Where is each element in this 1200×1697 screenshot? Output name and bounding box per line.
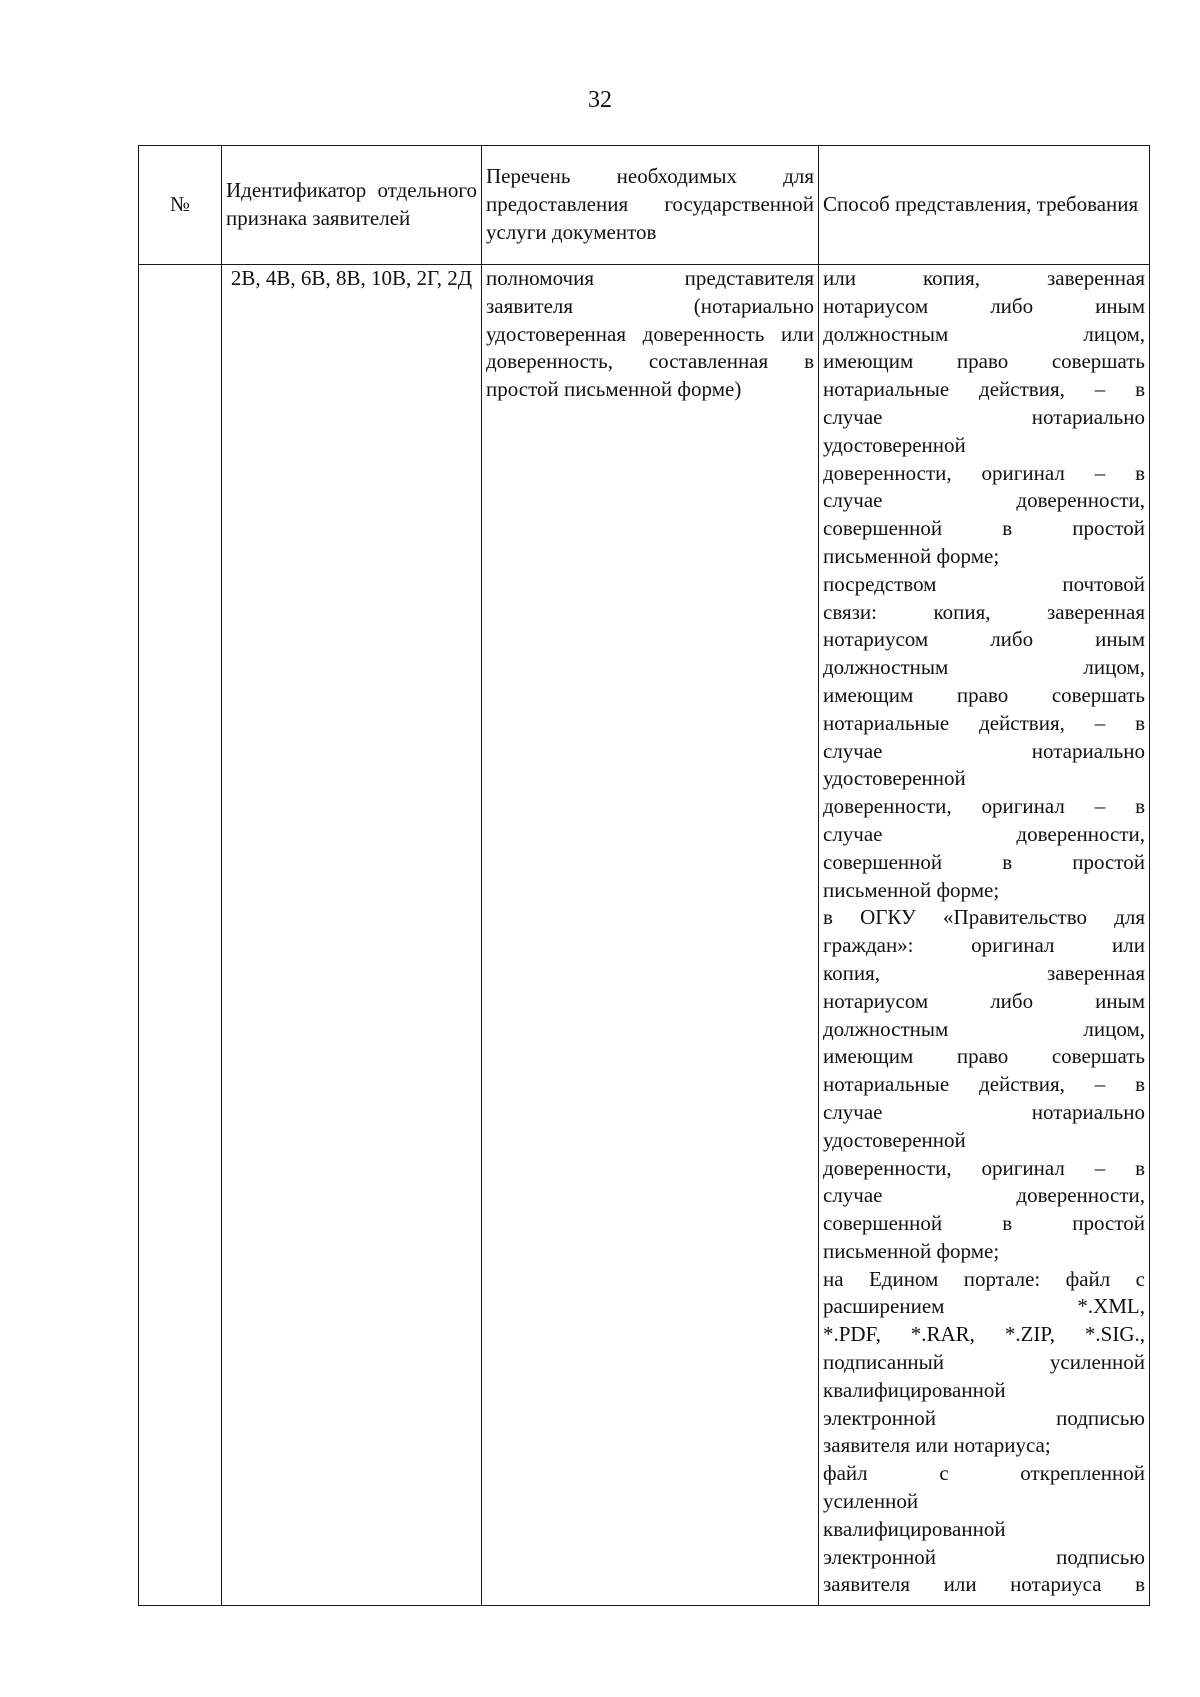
method-line: письменной форме; xyxy=(823,543,1000,568)
page-number: 32 xyxy=(588,87,612,113)
method-line: доверенности, оригинал – в xyxy=(823,794,1145,819)
method-line: электронной подписью xyxy=(823,1544,1145,1569)
method-line: заявителя или нотариуса; xyxy=(823,1433,1051,1458)
method-line: имеющим право совершать xyxy=(823,682,1145,707)
method-line: имеющим право совершать xyxy=(823,349,1145,374)
method-line: случае нотариально xyxy=(823,404,1145,429)
requirements-table xyxy=(138,145,1150,1606)
method-line: связи: копия, заверенная xyxy=(823,599,1145,624)
method-line: случае доверенности, xyxy=(823,488,1145,513)
header-identifier: Идентификатор отдельного признака заявителей xyxy=(222,146,482,265)
method-line: удостоверенной xyxy=(823,1127,966,1152)
header-documents: Перечень необходимых для предоставления государственной услуги документов xyxy=(482,146,819,265)
method-line: совершенной в простой xyxy=(823,849,1145,874)
method-line: *.PDF, *.RAR, *.ZIP, *.SIG., xyxy=(823,1322,1145,1347)
method-line: совершенной в простой xyxy=(823,1211,1145,1236)
method-line: усиленной xyxy=(823,1489,919,1514)
method-line: нотариальные действия, – в xyxy=(823,710,1145,735)
method-line: граждан»: оригинал или xyxy=(823,933,1145,958)
method-line: нотариальные действия, – в xyxy=(823,377,1145,402)
header-number: № xyxy=(139,146,222,265)
method-line: совершенной в простой xyxy=(823,516,1145,541)
header-method: Способ представления, требования xyxy=(819,146,1150,265)
method-line: случае нотариально xyxy=(823,1099,1145,1124)
method-line: копия, заверенная xyxy=(823,960,1145,985)
method-line: имеющим право совершать xyxy=(823,1044,1145,1069)
method-line: должностным лицом, xyxy=(823,1016,1145,1041)
method-line: квалифицированной xyxy=(823,1516,1006,1541)
method-line: удостоверенной xyxy=(823,766,966,791)
cell-number xyxy=(139,265,222,1606)
method-line: нотариусом либо иным xyxy=(823,988,1145,1013)
method-line: на Едином портале: файл с xyxy=(823,1266,1145,1291)
table-header-row xyxy=(139,146,1150,265)
cell-documents: полномочия представителя заявителя (нотариально удостоверенная доверенность или доверенность, составленная в простой письменной форме) xyxy=(482,265,819,1606)
method-line: случае доверенности, xyxy=(823,821,1145,846)
method-line: должностным лицом, xyxy=(823,655,1145,680)
method-line: письменной форме; xyxy=(823,1238,1000,1263)
method-line: расширением *.XML, xyxy=(823,1294,1145,1319)
cell-method xyxy=(819,265,1150,1606)
method-line: доверенности, оригинал – в xyxy=(823,1155,1145,1180)
method-line: подписанный усиленной xyxy=(823,1350,1145,1375)
method-line: посредством почтовой xyxy=(823,571,1145,596)
method-line: файл с открепленной xyxy=(823,1461,1145,1486)
method-line: случае нотариально xyxy=(823,738,1145,763)
method-line: или копия, заверенная xyxy=(823,266,1145,290)
method-line: нотариусом либо иным xyxy=(823,627,1145,652)
method-line: доверенности, оригинал – в xyxy=(823,460,1145,485)
method-line: должностным лицом, xyxy=(823,321,1145,346)
method-line: удостоверенной xyxy=(823,432,966,457)
method-line: нотариальные действия, – в xyxy=(823,1072,1145,1097)
method-line: нотариусом либо иным xyxy=(823,293,1145,318)
method-line: случае доверенности, xyxy=(823,1183,1145,1208)
cell-identifier: 2В, 4В, 6В, 8В, 10В, 2Г, 2Д xyxy=(222,265,482,1606)
method-line: электронной подписью xyxy=(823,1405,1145,1430)
method-line: письменной форме; xyxy=(823,877,1000,902)
method-line: в ОГКУ «Правительство для xyxy=(823,905,1145,930)
method-line: квалифицированной xyxy=(823,1377,1006,1402)
table-row xyxy=(139,265,1150,1606)
method-line: заявителя или нотариуса в xyxy=(823,1572,1145,1597)
method-text xyxy=(823,265,1145,1599)
